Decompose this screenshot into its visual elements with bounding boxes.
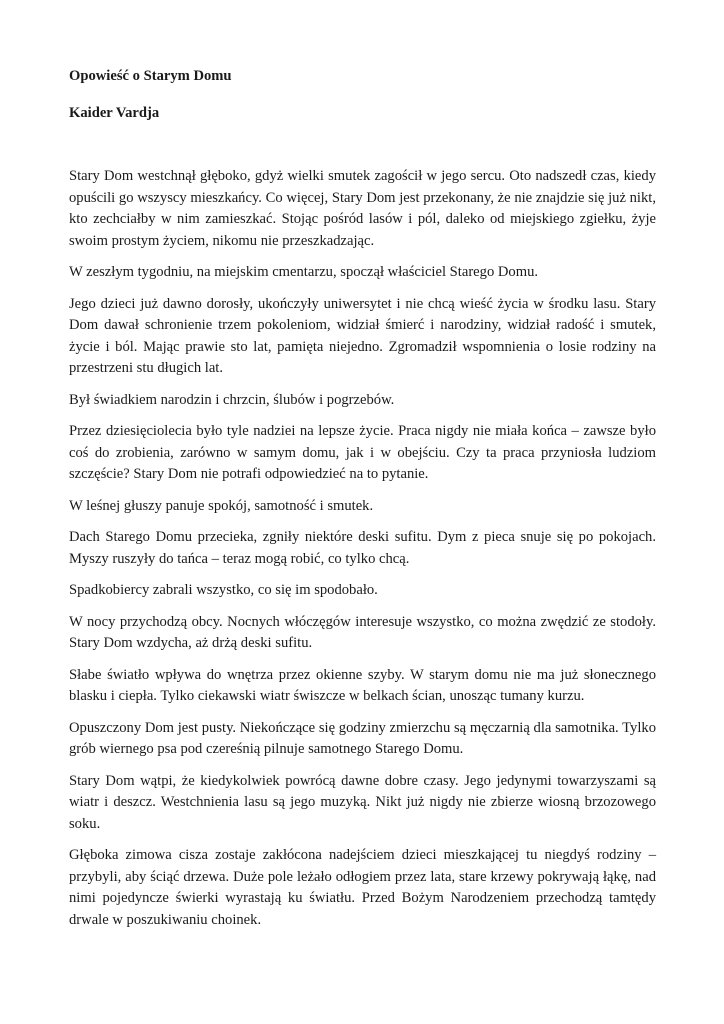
paragraph: W nocy przychodzą obcy. Nocnych włóczęgów interesuje wszystko, co można zwędzić ze stodoły. Stary Dom wzdycha, aż drżą deski sufitu. [69, 613, 656, 651]
document-body [69, 166, 656, 931]
paragraph: Opuszczony Dom jest pusty. Niekończące się godziny zmierzchu są męczarnią dla samotnika. Tylko grób wiernego psa pod czereśnią pilnuje samotnego Starego Domu. [69, 719, 656, 757]
paragraph: W zeszłym tygodniu, na miejskim cmentarzu, spoczął właściciel Starego Domu. [69, 264, 539, 280]
paragraph: Przez dziesięciolecia było tyle nadziei na lepsze życie. Praca nigdy nie miała końca – zawsze było coś do zrobienia, zarówno w samym domu, jak i w obejściu. Czy ta praca przyniosła ludziom szczęście? Stary Dom nie potrafi odpowiedzieć na to pytanie. [69, 423, 656, 482]
paragraph: Stary Dom wątpi, że kiedykolwiek powrócą dawne dobre czasy. Jego jedynymi towarzyszami są wiatr i deszcz. Westchnienia lasu są jego muzyką. Nikt już nigdy nie zbierze wiosną brzozowego soku. [69, 772, 656, 832]
document-author: Kaider Vardja [69, 105, 160, 121]
paragraph: Głęboka zimowa cisza zostaje zakłócona nadejściem dzieci mieszkającej tu niegdyś rodziny – przybyli, aby ściąć drzewa. Duże pole leżało odłogiem przez lata, stare krzewy pokrywają łąkę, nad nimi pojedyncze świerki wyrastają ku światłu. Przed Bożym Narodzeniem przechodzą tamtędy drwale w poszukiwaniu choinek. [69, 847, 656, 928]
paragraph: Stary Dom westchnął głęboko, gdyż wielki smutek zagościł w jego sercu. Oto nadszedł czas, kiedy opuścili go wszyscy mieszkańcy. Co więcej, Stary Dom jest przekonany, że nie znajdzie się już nikt, kto zechciałby w nim zamieszkać. Stojąc pośród lasów i pól, daleko od miejskiego zgiełku, żyje swoim prostym życiem, nikomu nie przeszkadzając. [69, 168, 656, 249]
paragraph: Dach Starego Domu przecieka, zgniły niektóre deski sufitu. Dym z pieca snuje się po pokojach. Myszy ruszyły do tańca – teraz mogą robić, co tylko chcą. [69, 529, 656, 567]
paragraph: W leśnej głuszy panuje spokój, samotność i smutek. [69, 497, 374, 514]
paragraph: Był świadkiem narodzin i chrzcin, ślubów i pogrzebów. [69, 391, 395, 408]
paragraph: Słabe światło wpływa do wnętrza przez okienne szyby. W starym domu nie ma już słonecznego blasku i ciepła. Tylko ciekawski wiatr świszcze w belkach ścian, unosząc tumany kurzu. [69, 666, 656, 704]
paragraph: Spadkobiercy zabrali wszystko, co się im spodobało. [69, 582, 378, 598]
document-page [69, 66, 656, 941]
paragraph: Jego dzieci już dawno dorosły, ukończyły uniwersytet i nie chcą wieść życia w środku lasu. Stary Dom dawał schronienie trzem pokoleniom, widział śmierć i narodziny, widział radość i smutek, życie i ból. Mając prawie sto lat, pamięta niejedno. Zgromadził wspomnienia o losie rodziny na przestrzeni stu długich lat. [69, 295, 656, 376]
document-title: Opowieść o Starym Domu [69, 68, 232, 84]
